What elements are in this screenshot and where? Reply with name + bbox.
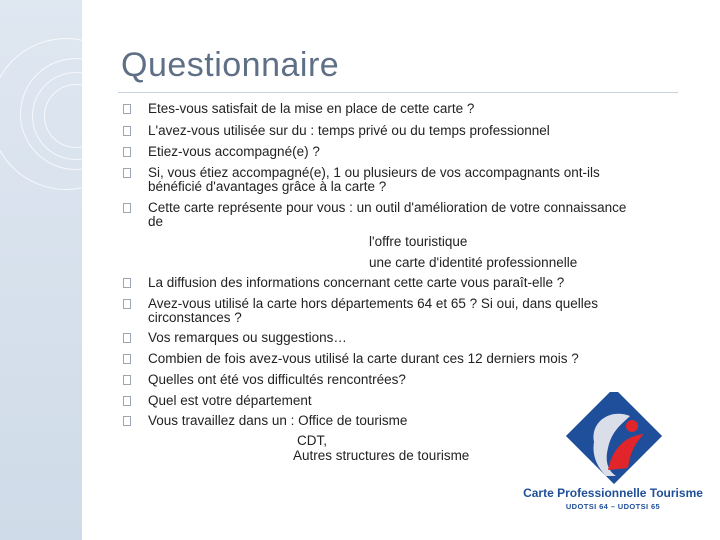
question-text: Quelles ont été vos difficultés rencontrées?: [148, 372, 406, 387]
answer-option: CDT,: [297, 433, 327, 448]
question-item: [148, 373, 690, 387]
bullet-icon: [123, 203, 131, 213]
logo-subtitle: UDOTSI 64 – UDOTSI 65: [565, 502, 661, 511]
question-text: Vous travaillez dans un : Office de tourisme: [148, 413, 408, 428]
question-text: La diffusion des informations concernant cette carte vous paraît-elle ?: [148, 275, 565, 290]
question-text: Combien de fois avez-vous utilisé la carte durant ces 12 derniers mois ?: [148, 351, 579, 366]
decorative-sidebar: [0, 0, 82, 540]
logo-title: Carte Professionnelle Tourisme: [523, 486, 703, 500]
question-item: [148, 276, 690, 290]
question-text: Si, vous étiez accompagné(e), 1 ou plusieurs de vos accompagnants ont-ils: [148, 165, 600, 180]
question-text: Quel est votre département: [148, 393, 312, 408]
bullet-icon: [123, 126, 131, 136]
bullet-icon: [123, 354, 131, 364]
bullet-icon: [123, 147, 131, 157]
page-title: Questionnaire: [121, 46, 340, 84]
question-item: [148, 145, 690, 159]
bullet-icon: [123, 104, 131, 114]
bullet-icon: [123, 416, 131, 426]
question-item: [148, 352, 690, 366]
question-text: Vos remarques ou suggestions…: [148, 330, 347, 345]
question-text: Etes-vous satisfait de la mise en place de cette carte ?: [148, 101, 475, 116]
bullet-icon: [123, 375, 131, 385]
logo-blue-diamond: [566, 392, 662, 484]
title-divider: [118, 92, 678, 93]
question-text-continued: de: [148, 214, 164, 229]
question-item: [148, 166, 690, 194]
logo-emblem-icon: [520, 392, 710, 484]
logo-red-dot: [626, 420, 638, 432]
question-text: Cette carte représente pour vous : un outil d'amélioration de votre connaissance: [148, 200, 627, 215]
answer-option: une carte d'identité professionnelle: [369, 255, 578, 270]
bullet-icon: [123, 299, 131, 309]
question-text: Etiez-vous accompagné(e) ?: [148, 144, 320, 159]
question-item: [148, 331, 690, 345]
question-item: [148, 102, 690, 116]
question-item: [148, 124, 690, 138]
question-item: [148, 297, 690, 325]
question-text-continued: bénéficié d'avantages grâce à la carte ?: [148, 179, 387, 194]
bullet-icon: [123, 396, 131, 406]
answer-option: l'offre touristique: [369, 234, 468, 249]
question-text: Avez-vous utilisé la carte hors départements 64 et 65 ? Si oui, dans quelles: [148, 296, 599, 311]
bullet-icon: [123, 278, 131, 288]
question-text: L'avez-vous utilisée sur du : temps privé ou du temps professionnel: [148, 123, 550, 138]
bullet-icon: [123, 168, 131, 178]
carte-professionnelle-logo: [520, 392, 710, 522]
question-text-continued: circonstances ?: [148, 310, 242, 325]
answer-option: Autres structures de tourisme: [293, 448, 470, 463]
question-item: [148, 201, 690, 229]
bullet-icon: [123, 333, 131, 343]
